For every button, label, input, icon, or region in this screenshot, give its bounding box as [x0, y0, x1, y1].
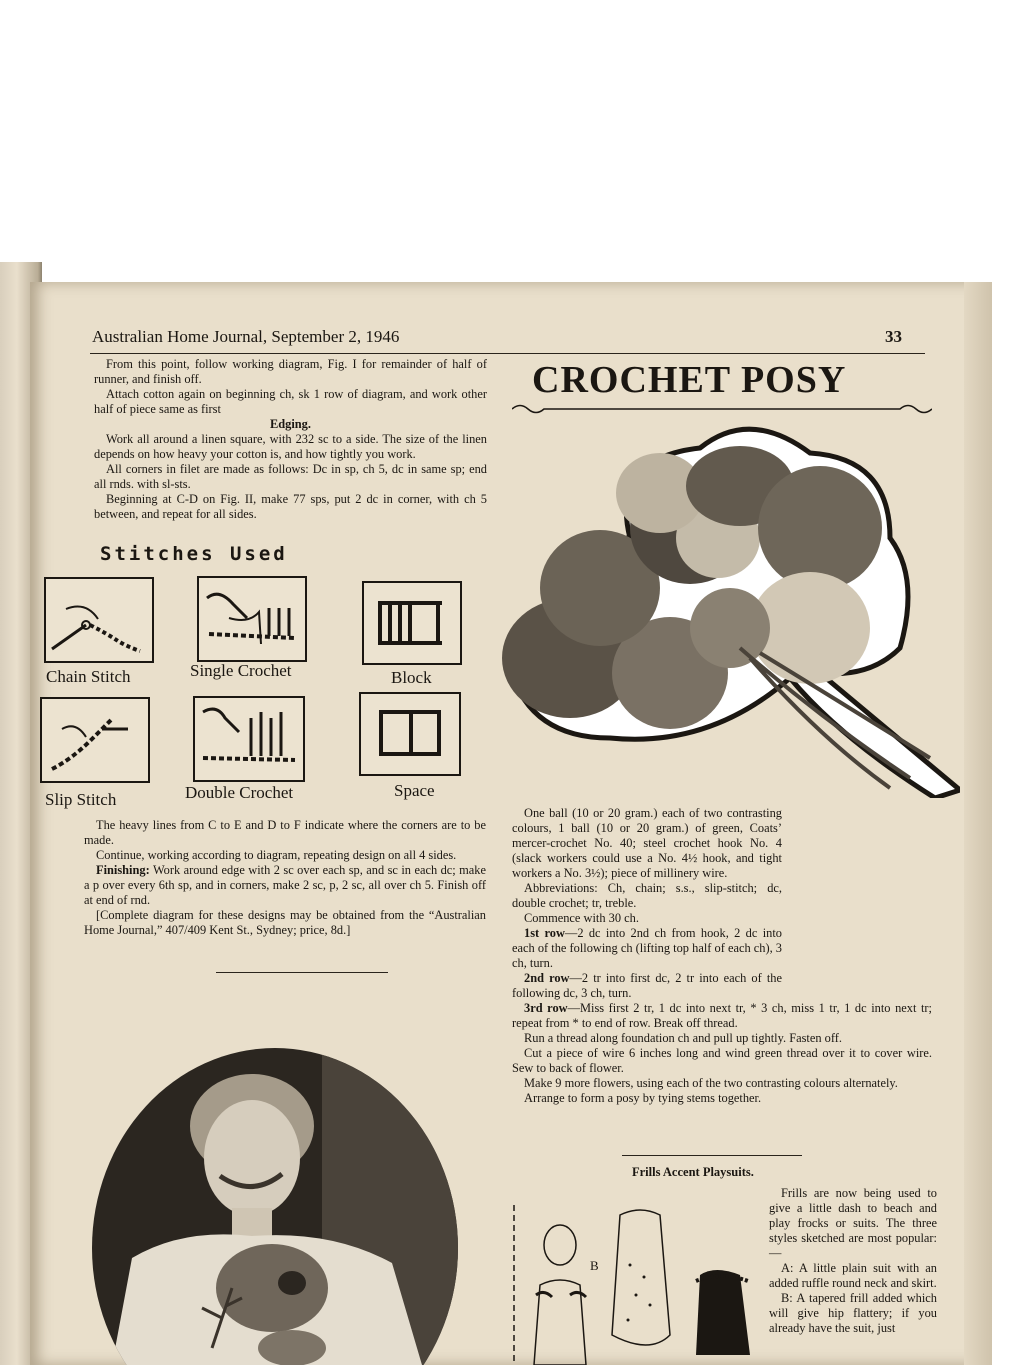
row-label: 1st row: [524, 926, 565, 940]
stitch-label: Slip Stitch: [45, 790, 117, 809]
paragraph: Continue, working according to diagram, repeating design on all 4 sides.: [96, 848, 457, 862]
frills-heading: Frills Accent Playsuits.: [632, 1165, 754, 1179]
stitch-label: Block: [391, 668, 432, 687]
paragraph: [512, 1001, 932, 1031]
subheading-edging: Edging.: [270, 417, 311, 431]
section-divider: [622, 1155, 802, 1156]
article-title: CROCHET POSY: [532, 359, 847, 401]
paragraph: Work all around a linen square, with 232 sc to a side. The size of the linen depends on how heavy your cotton is, and how tightly you work.: [94, 432, 487, 461]
stitch-label: Chain Stitch: [46, 667, 131, 686]
crochet-posy-image: [490, 418, 960, 798]
paragraph: Beginning at C-D on Fig. II, make 77 sps, put 2 dc in corner, with ch 5 between, and repeat for all sides.: [94, 492, 487, 521]
row-text: —Miss first 2 tr, 1 dc into next tr, * 3 ch, miss 1 tr, 1 dc into next tr; repeat from * to end of row. Break off thread.: [512, 1001, 932, 1030]
stitches-heading: Stitches Used: [100, 543, 288, 565]
paragraph: Arrange to form a posy by tying stems together.: [524, 1091, 762, 1105]
woman-photo: [92, 1048, 458, 1365]
paragraph: B: A tapered frill added which will give hip flattery; if you already have the suit, just: [769, 1291, 937, 1335]
row-text: —2 dc into 2nd ch from hook, 2 dc into each of the following ch (lifting top half of each ch), 3 ch, turn.: [512, 926, 782, 970]
paragraph: [512, 926, 782, 971]
sketch-letter: B: [590, 1258, 599, 1273]
frills-text: [769, 1186, 937, 1336]
paragraph: Run a thread along foundation ch and pull up tightly. Fasten off.: [524, 1031, 842, 1045]
single-crochet-icon: [197, 576, 307, 662]
stitch-label: Space: [394, 781, 435, 800]
row-label: 2nd row: [524, 971, 570, 985]
paragraph: From this point, follow working diagram, Fig. I for remainder of half of runner, and finish off.: [94, 357, 487, 386]
block-icon: [362, 581, 462, 665]
title-ornament: [512, 402, 932, 416]
playsuit-sketch: [500, 1185, 766, 1365]
instructions-bottom: [84, 818, 486, 938]
section-divider: [216, 972, 388, 973]
paragraph: [Complete diagram for these designs may be obtained from the “Australian Home Journal,” 407/409 Kent St., Sydney; price, 8d.]: [84, 908, 486, 937]
paragraph: Attach cotton again on beginning ch, sk 1 row of diagram, and work other half of piece same as first: [94, 387, 487, 416]
space-icon: [359, 692, 461, 776]
page-number: 33: [885, 327, 902, 346]
paragraph: Make 9 more flowers, using each of the two contrasting colours alternately.: [524, 1076, 898, 1090]
paragraph: Commence with 30 ch.: [524, 911, 639, 925]
posy-instructions: [512, 806, 932, 1106]
instructions-top: [94, 357, 487, 522]
row-text: —2 tr into first dc, 2 tr into each of the following dc, 3 ch, turn.: [512, 971, 782, 1000]
running-header: Australian Home Journal, September 2, 1946: [92, 327, 400, 346]
paragraph: [512, 971, 782, 1001]
paragraph: Cut a piece of wire 6 inches long and wind green thread over it to cover wire. Sew to back of flower.: [512, 1046, 932, 1075]
paragraph: One ball (10 or 20 gram.) each of two contrasting colours, 1 ball (10 or 20 gram.) of green, Coats’ mercer-crochet No. 40; steel crochet hook No. 4 (slack workers could use a No. 4½ hook, and tight workers a No. 3½); piece of millinery wire.: [512, 806, 782, 880]
row-label: 3rd row: [524, 1001, 568, 1015]
right-page-edge: [964, 282, 992, 1365]
paragraph: All corners in filet are made as follows: Dc in sp, ch 5, dc in same sp; end all rnds. with sl-sts.: [94, 462, 487, 491]
paragraph: The heavy lines from C to E and D to F indicate where the corners are to be made.: [84, 818, 486, 847]
slip-stitch-icon: [40, 697, 150, 783]
double-crochet-icon: [193, 696, 305, 782]
paragraph: A: A little plain suit with an added ruffle round neck and skirt.: [769, 1261, 937, 1290]
paragraph: [84, 863, 486, 908]
chain-stitch-icon: [44, 577, 154, 663]
finishing-label: Finishing:: [96, 863, 150, 877]
header-rule: [90, 353, 925, 354]
paragraph: Abbreviations: Ch, chain; s.s., slip-stitch; dc, double crochet; tr, treble.: [512, 881, 782, 910]
stitch-label: Single Crochet: [190, 661, 292, 680]
paragraph: Frills are now being used to give a little dash to beach and play frocks or suits. The three styles sketched are most popular:—: [769, 1186, 937, 1260]
finishing-text: Work around edge with 2 sc over each sp, and sc in each dc; make a p over every 6th sp, and in corners, make 2 sc, p, 2 sc, all over ch 5. Finish off at end of rnd.: [84, 863, 486, 907]
stitch-label: Double Crochet: [185, 783, 294, 802]
